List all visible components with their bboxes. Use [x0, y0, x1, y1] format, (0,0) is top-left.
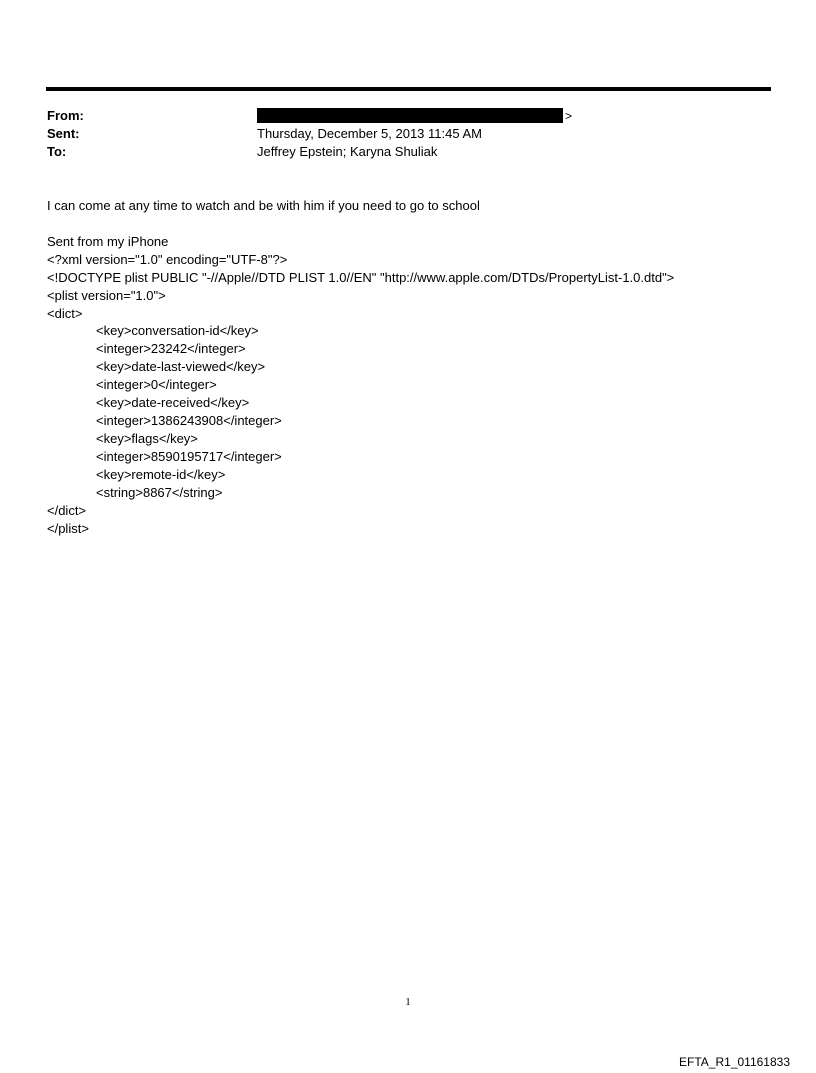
- sent-label: Sent:: [47, 126, 80, 141]
- redaction-block: [257, 108, 563, 123]
- plist-line: <plist version="1.0">: [47, 288, 166, 303]
- plist-line: <key>date-received</key>: [96, 395, 250, 410]
- bates-number: EFTA_R1_01161833: [679, 1055, 790, 1069]
- from-suffix: >: [565, 109, 573, 123]
- plist-line: <integer>0</integer>: [96, 377, 217, 392]
- to-value: Jeffrey Epstein; Karyna Shuliak: [257, 144, 438, 159]
- plist-line: <?xml version="1.0" encoding="UTF-8"?>: [47, 252, 288, 267]
- plist-line: <key>date-last-viewed</key>: [96, 359, 266, 374]
- to-label: To:: [47, 144, 67, 159]
- plist-line: </plist>: [47, 521, 89, 536]
- plist-line: <key>remote-id</key>: [96, 467, 226, 482]
- header-rule: [46, 87, 771, 91]
- plist-line: <dict>: [47, 306, 83, 321]
- from-label: From:: [47, 108, 84, 123]
- plist-line: </dict>: [47, 503, 87, 518]
- plist-line: <integer>23242</integer>: [96, 341, 246, 356]
- plist-line: <integer>8590195717</integer>: [96, 449, 282, 464]
- plist-line: <key>flags</key>: [96, 431, 198, 446]
- page-number: 1: [405, 996, 411, 1008]
- signature-text: Sent from my iPhone: [47, 234, 169, 249]
- message-text: I can come at any time to watch and be with him if you need to go to school: [47, 198, 480, 213]
- plist-line: <key>conversation-id</key>: [96, 323, 259, 338]
- plist-line: <integer>1386243908</integer>: [96, 413, 282, 428]
- sent-value: Thursday, December 5, 2013 11:45 AM: [257, 126, 482, 141]
- plist-line: <!DOCTYPE plist PUBLIC "-//Apple//DTD PLIST 1.0//EN" "http://www.apple.com/DTDs/PropertyList-1.0.dtd">: [47, 270, 675, 285]
- plist-line: <string>8867</string>: [96, 485, 223, 500]
